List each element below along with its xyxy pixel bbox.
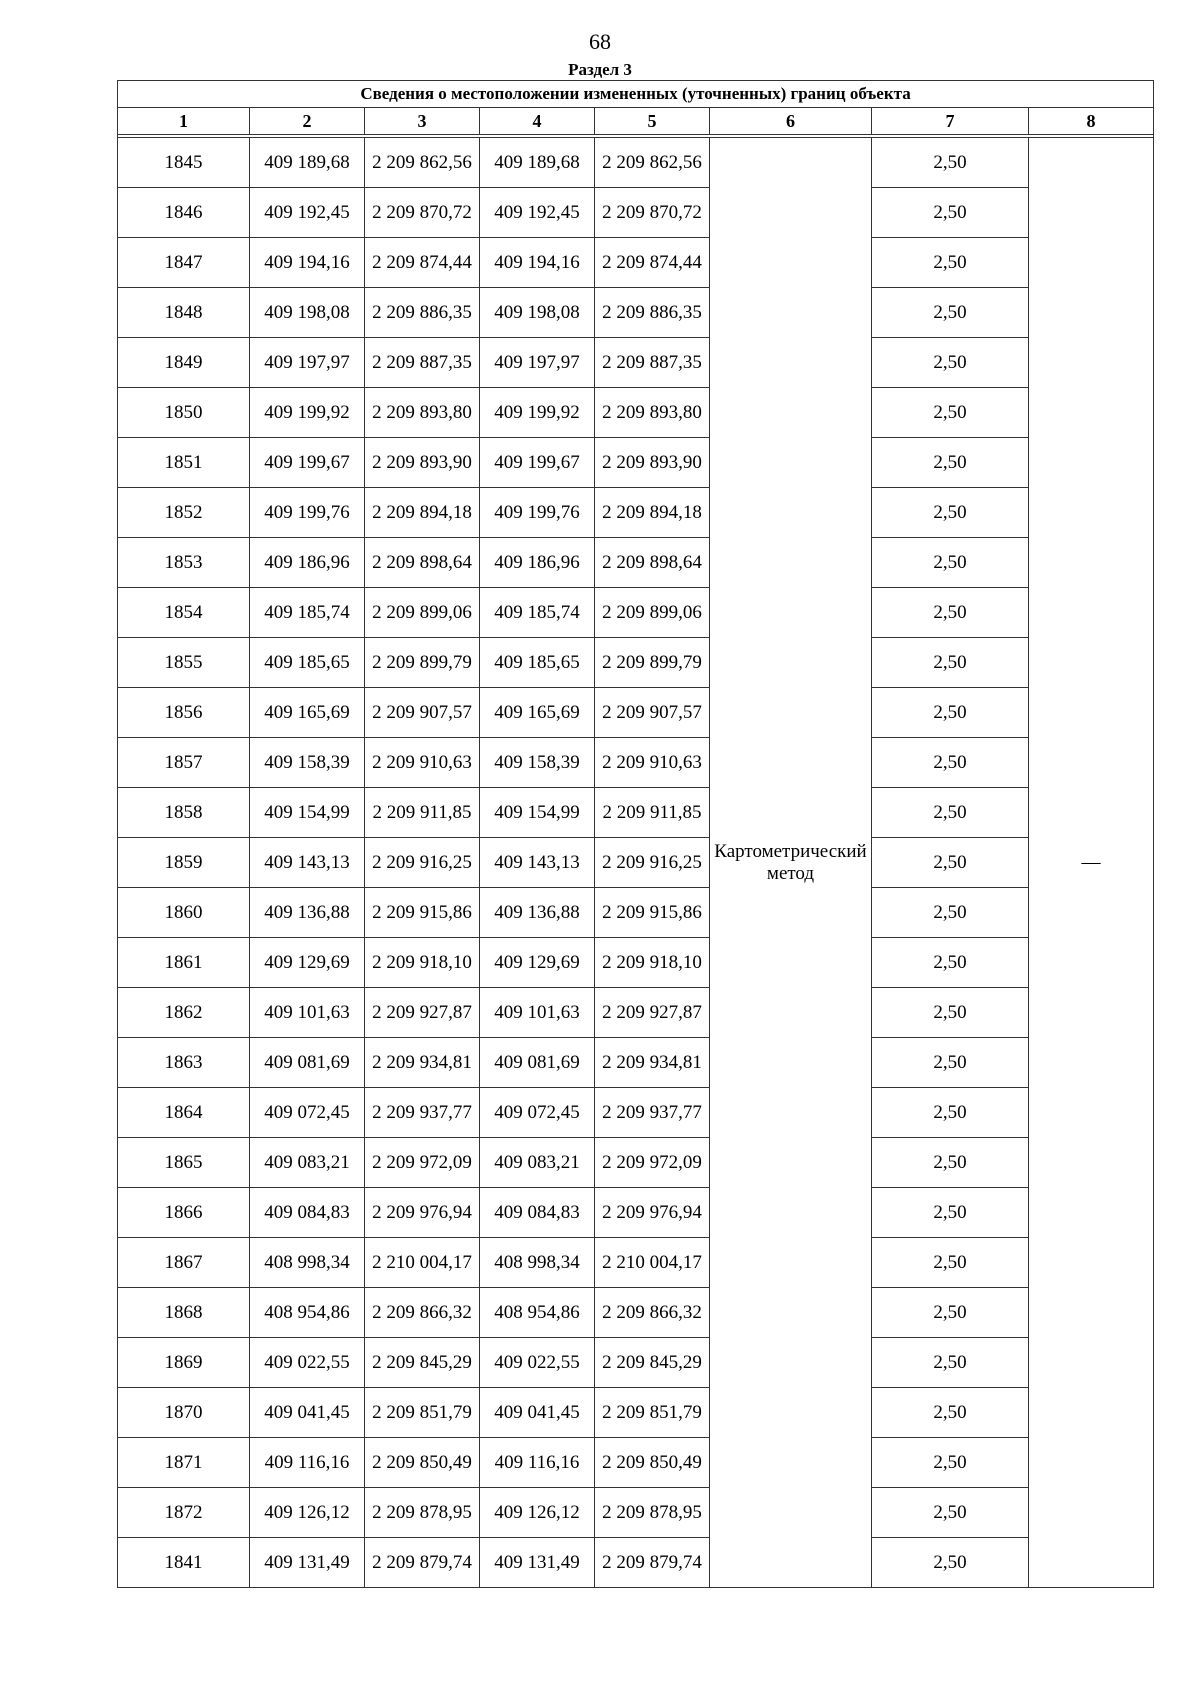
y-coordinate-new-cell: 2 209 898,64 (595, 538, 710, 588)
method-cell: Картометрический метод (710, 138, 872, 1588)
table-row (118, 1038, 1154, 1088)
table-row (118, 1438, 1154, 1488)
table-row (118, 738, 1154, 788)
accuracy-cell: 2,50 (872, 1338, 1029, 1388)
accuracy-cell: 2,50 (872, 688, 1029, 738)
x-coordinate-old-cell: 409 101,63 (250, 988, 365, 1038)
x-coordinate-new-cell: 409 199,76 (480, 488, 595, 538)
point-number-cell: 1841 (118, 1538, 250, 1588)
x-coordinate-new-cell: 409 197,97 (480, 338, 595, 388)
y-coordinate-new-cell: 2 209 894,18 (595, 488, 710, 538)
x-coordinate-new-cell: 409 143,13 (480, 838, 595, 888)
x-coordinate-new-cell: 409 199,92 (480, 388, 595, 438)
y-coordinate-old-cell: 2 210 004,17 (365, 1238, 480, 1288)
point-number-cell: 1847 (118, 238, 250, 288)
accuracy-cell: 2,50 (872, 388, 1029, 438)
x-coordinate-new-cell: 409 126,12 (480, 1488, 595, 1538)
table-caption: Сведения о местоположении измененных (уточненных) границ объекта (118, 81, 1154, 108)
x-coordinate-old-cell: 409 072,45 (250, 1088, 365, 1138)
column-number: 2 (250, 108, 365, 135)
accuracy-cell: 2,50 (872, 1088, 1029, 1138)
table-row (118, 1538, 1154, 1588)
table-row (118, 438, 1154, 488)
accuracy-cell: 2,50 (872, 1138, 1029, 1188)
y-coordinate-old-cell: 2 209 886,35 (365, 288, 480, 338)
x-coordinate-old-cell: 408 954,86 (250, 1288, 365, 1338)
x-coordinate-old-cell: 409 041,45 (250, 1388, 365, 1438)
y-coordinate-old-cell: 2 209 915,86 (365, 888, 480, 938)
x-coordinate-new-cell: 409 158,39 (480, 738, 595, 788)
y-coordinate-new-cell: 2 209 910,63 (595, 738, 710, 788)
table-row (118, 588, 1154, 638)
accuracy-cell: 2,50 (872, 138, 1029, 188)
accuracy-cell: 2,50 (872, 438, 1029, 488)
column8-cell: — (1029, 138, 1154, 1588)
accuracy-cell: 2,50 (872, 288, 1029, 338)
x-coordinate-old-cell: 409 143,13 (250, 838, 365, 888)
y-coordinate-new-cell: 2 209 916,25 (595, 838, 710, 888)
accuracy-cell: 2,50 (872, 1538, 1029, 1588)
point-number-cell: 1872 (118, 1488, 250, 1538)
y-coordinate-old-cell: 2 209 870,72 (365, 188, 480, 238)
y-coordinate-new-cell: 2 209 893,90 (595, 438, 710, 488)
x-coordinate-old-cell: 409 126,12 (250, 1488, 365, 1538)
table-row (118, 188, 1154, 238)
point-number-cell: 1849 (118, 338, 250, 388)
y-coordinate-old-cell: 2 209 916,25 (365, 838, 480, 888)
x-coordinate-old-cell: 409 158,39 (250, 738, 365, 788)
x-coordinate-new-cell: 409 083,21 (480, 1138, 595, 1188)
accuracy-cell: 2,50 (872, 938, 1029, 988)
y-coordinate-new-cell: 2 209 887,35 (595, 338, 710, 388)
column-number: 1 (118, 108, 250, 135)
point-number-cell: 1867 (118, 1238, 250, 1288)
y-coordinate-old-cell: 2 209 887,35 (365, 338, 480, 388)
point-number-cell: 1868 (118, 1288, 250, 1338)
y-coordinate-old-cell: 2 209 845,29 (365, 1338, 480, 1388)
y-coordinate-new-cell: 2 209 851,79 (595, 1388, 710, 1438)
column-number: 6 (710, 108, 872, 135)
accuracy-cell: 2,50 (872, 838, 1029, 888)
y-coordinate-old-cell: 2 209 934,81 (365, 1038, 480, 1088)
point-number-cell: 1845 (118, 138, 250, 188)
y-coordinate-old-cell: 2 209 898,64 (365, 538, 480, 588)
y-coordinate-new-cell: 2 209 915,86 (595, 888, 710, 938)
y-coordinate-new-cell: 2 209 879,74 (595, 1538, 710, 1588)
accuracy-cell: 2,50 (872, 538, 1029, 588)
point-number-cell: 1852 (118, 488, 250, 538)
point-number-cell: 1865 (118, 1138, 250, 1188)
x-coordinate-old-cell: 409 199,76 (250, 488, 365, 538)
accuracy-cell: 2,50 (872, 1038, 1029, 1088)
y-coordinate-new-cell: 2 209 934,81 (595, 1038, 710, 1088)
point-number-cell: 1871 (118, 1438, 250, 1488)
x-coordinate-new-cell: 409 072,45 (480, 1088, 595, 1138)
point-number-cell: 1851 (118, 438, 250, 488)
accuracy-cell: 2,50 (872, 1188, 1029, 1238)
table-row (118, 688, 1154, 738)
x-coordinate-new-cell: 409 194,16 (480, 238, 595, 288)
y-coordinate-new-cell: 2 209 893,80 (595, 388, 710, 438)
x-coordinate-new-cell: 409 131,49 (480, 1538, 595, 1588)
accuracy-cell: 2,50 (872, 1438, 1029, 1488)
table-row (118, 338, 1154, 388)
x-coordinate-new-cell: 409 101,63 (480, 988, 595, 1038)
accuracy-cell: 2,50 (872, 338, 1029, 388)
point-number-cell: 1859 (118, 838, 250, 888)
x-coordinate-old-cell: 409 199,67 (250, 438, 365, 488)
x-coordinate-new-cell: 409 165,69 (480, 688, 595, 738)
point-number-cell: 1853 (118, 538, 250, 588)
y-coordinate-new-cell: 2 210 004,17 (595, 1238, 710, 1288)
y-coordinate-new-cell: 2 209 976,94 (595, 1188, 710, 1238)
point-number-cell: 1862 (118, 988, 250, 1038)
accuracy-cell: 2,50 (872, 738, 1029, 788)
x-coordinate-new-cell: 409 154,99 (480, 788, 595, 838)
y-coordinate-new-cell: 2 209 886,35 (595, 288, 710, 338)
point-number-cell: 1850 (118, 388, 250, 438)
table-row (118, 388, 1154, 438)
table-body (118, 138, 1154, 1588)
table-row (118, 1088, 1154, 1138)
table-row (118, 788, 1154, 838)
y-coordinate-new-cell: 2 209 850,49 (595, 1438, 710, 1488)
column-number-row (118, 108, 1154, 135)
y-coordinate-old-cell: 2 209 899,06 (365, 588, 480, 638)
x-coordinate-new-cell: 409 129,69 (480, 938, 595, 988)
x-coordinate-old-cell: 409 192,45 (250, 188, 365, 238)
y-coordinate-old-cell: 2 209 918,10 (365, 938, 480, 988)
y-coordinate-new-cell: 2 209 878,95 (595, 1488, 710, 1538)
accuracy-cell: 2,50 (872, 988, 1029, 1038)
x-coordinate-old-cell: 409 081,69 (250, 1038, 365, 1088)
point-number-cell: 1854 (118, 588, 250, 638)
accuracy-cell: 2,50 (872, 1288, 1029, 1338)
accuracy-cell: 2,50 (872, 638, 1029, 688)
x-coordinate-old-cell: 408 998,34 (250, 1238, 365, 1288)
y-coordinate-old-cell: 2 209 927,87 (365, 988, 480, 1038)
point-number-cell: 1860 (118, 888, 250, 938)
y-coordinate-new-cell: 2 209 918,10 (595, 938, 710, 988)
accuracy-cell: 2,50 (872, 188, 1029, 238)
x-coordinate-new-cell: 408 954,86 (480, 1288, 595, 1338)
point-number-cell: 1861 (118, 938, 250, 988)
column-number: 3 (365, 108, 480, 135)
table-row (118, 838, 1154, 888)
y-coordinate-old-cell: 2 209 879,74 (365, 1538, 480, 1588)
x-coordinate-old-cell: 409 186,96 (250, 538, 365, 588)
x-coordinate-new-cell: 409 189,68 (480, 138, 595, 188)
point-number-cell: 1864 (118, 1088, 250, 1138)
x-coordinate-new-cell: 409 185,65 (480, 638, 595, 688)
table-row (118, 638, 1154, 688)
y-coordinate-old-cell: 2 209 976,94 (365, 1188, 480, 1238)
table-row (118, 1338, 1154, 1388)
table-row (118, 888, 1154, 938)
y-coordinate-new-cell: 2 209 911,85 (595, 788, 710, 838)
y-coordinate-new-cell: 2 209 899,79 (595, 638, 710, 688)
x-coordinate-old-cell: 409 198,08 (250, 288, 365, 338)
accuracy-cell: 2,50 (872, 488, 1029, 538)
point-number-cell: 1870 (118, 1388, 250, 1438)
y-coordinate-old-cell: 2 209 878,95 (365, 1488, 480, 1538)
table-row (118, 1188, 1154, 1238)
accuracy-cell: 2,50 (872, 1488, 1029, 1538)
x-coordinate-old-cell: 409 165,69 (250, 688, 365, 738)
table-row (118, 538, 1154, 588)
x-coordinate-old-cell: 409 022,55 (250, 1338, 365, 1388)
accuracy-cell: 2,50 (872, 888, 1029, 938)
x-coordinate-old-cell: 409 199,92 (250, 388, 365, 438)
table-row (118, 1488, 1154, 1538)
x-coordinate-old-cell: 409 136,88 (250, 888, 365, 938)
x-coordinate-new-cell: 409 022,55 (480, 1338, 595, 1388)
y-coordinate-new-cell: 2 209 899,06 (595, 588, 710, 638)
x-coordinate-new-cell: 409 041,45 (480, 1388, 595, 1438)
column-number: 5 (595, 108, 710, 135)
x-coordinate-new-cell: 409 185,74 (480, 588, 595, 638)
table-row (118, 1288, 1154, 1338)
point-number-cell: 1856 (118, 688, 250, 738)
y-coordinate-old-cell: 2 209 866,32 (365, 1288, 480, 1338)
x-coordinate-old-cell: 409 197,97 (250, 338, 365, 388)
accuracy-cell: 2,50 (872, 238, 1029, 288)
y-coordinate-new-cell: 2 209 972,09 (595, 1138, 710, 1188)
y-coordinate-old-cell: 2 209 907,57 (365, 688, 480, 738)
x-coordinate-old-cell: 409 116,16 (250, 1438, 365, 1488)
y-coordinate-new-cell: 2 209 862,56 (595, 138, 710, 188)
table-row (118, 138, 1154, 188)
x-coordinate-old-cell: 409 131,49 (250, 1538, 365, 1588)
x-coordinate-new-cell: 409 116,16 (480, 1438, 595, 1488)
y-coordinate-old-cell: 2 209 972,09 (365, 1138, 480, 1188)
y-coordinate-old-cell: 2 209 862,56 (365, 138, 480, 188)
x-coordinate-old-cell: 409 129,69 (250, 938, 365, 988)
y-coordinate-old-cell: 2 209 850,49 (365, 1438, 480, 1488)
accuracy-cell: 2,50 (872, 1238, 1029, 1288)
x-coordinate-new-cell: 409 186,96 (480, 538, 595, 588)
point-number-cell: 1846 (118, 188, 250, 238)
table-row (118, 488, 1154, 538)
y-coordinate-old-cell: 2 209 910,63 (365, 738, 480, 788)
x-coordinate-old-cell: 409 185,74 (250, 588, 365, 638)
column-number: 4 (480, 108, 595, 135)
x-coordinate-new-cell: 409 081,69 (480, 1038, 595, 1088)
table-row (118, 288, 1154, 338)
x-coordinate-old-cell: 409 194,16 (250, 238, 365, 288)
y-coordinate-new-cell: 2 209 907,57 (595, 688, 710, 738)
table-row (118, 238, 1154, 288)
point-number-cell: 1863 (118, 1038, 250, 1088)
x-coordinate-old-cell: 409 083,21 (250, 1138, 365, 1188)
x-coordinate-new-cell: 409 136,88 (480, 888, 595, 938)
point-number-cell: 1866 (118, 1188, 250, 1238)
table-row (118, 938, 1154, 988)
y-coordinate-old-cell: 2 209 937,77 (365, 1088, 480, 1138)
x-coordinate-new-cell: 409 199,67 (480, 438, 595, 488)
y-coordinate-new-cell: 2 209 866,32 (595, 1288, 710, 1338)
x-coordinate-old-cell: 409 154,99 (250, 788, 365, 838)
x-coordinate-old-cell: 409 185,65 (250, 638, 365, 688)
point-number-cell: 1869 (118, 1338, 250, 1388)
y-coordinate-old-cell: 2 209 893,90 (365, 438, 480, 488)
y-coordinate-old-cell: 2 209 894,18 (365, 488, 480, 538)
x-coordinate-old-cell: 409 189,68 (250, 138, 365, 188)
table-row (118, 988, 1154, 1038)
y-coordinate-new-cell: 2 209 937,77 (595, 1088, 710, 1138)
x-coordinate-new-cell: 409 084,83 (480, 1188, 595, 1238)
y-coordinate-new-cell: 2 209 927,87 (595, 988, 710, 1038)
point-number-cell: 1855 (118, 638, 250, 688)
table-row (118, 1138, 1154, 1188)
y-coordinate-old-cell: 2 209 874,44 (365, 238, 480, 288)
accuracy-cell: 2,50 (872, 788, 1029, 838)
y-coordinate-new-cell: 2 209 874,44 (595, 238, 710, 288)
point-number-cell: 1858 (118, 788, 250, 838)
table-row (118, 1238, 1154, 1288)
y-coordinate-old-cell: 2 209 851,79 (365, 1388, 480, 1438)
column-number: 8 (1029, 108, 1154, 135)
accuracy-cell: 2,50 (872, 588, 1029, 638)
point-number-cell: 1848 (118, 288, 250, 338)
section-title: Раздел 3 (568, 60, 632, 79)
y-coordinate-new-cell: 2 209 870,72 (595, 188, 710, 238)
y-coordinate-new-cell: 2 209 845,29 (595, 1338, 710, 1388)
accuracy-cell: 2,50 (872, 1388, 1029, 1438)
column-number: 7 (872, 108, 1029, 135)
x-coordinate-old-cell: 409 084,83 (250, 1188, 365, 1238)
page-number: 68 (589, 29, 611, 54)
x-coordinate-new-cell: 408 998,34 (480, 1238, 595, 1288)
y-coordinate-old-cell: 2 209 911,85 (365, 788, 480, 838)
x-coordinate-new-cell: 409 198,08 (480, 288, 595, 338)
y-coordinate-old-cell: 2 209 899,79 (365, 638, 480, 688)
table-row (118, 1388, 1154, 1438)
y-coordinate-old-cell: 2 209 893,80 (365, 388, 480, 438)
point-number-cell: 1857 (118, 738, 250, 788)
boundary-coordinates-table (117, 80, 1154, 1588)
x-coordinate-new-cell: 409 192,45 (480, 188, 595, 238)
